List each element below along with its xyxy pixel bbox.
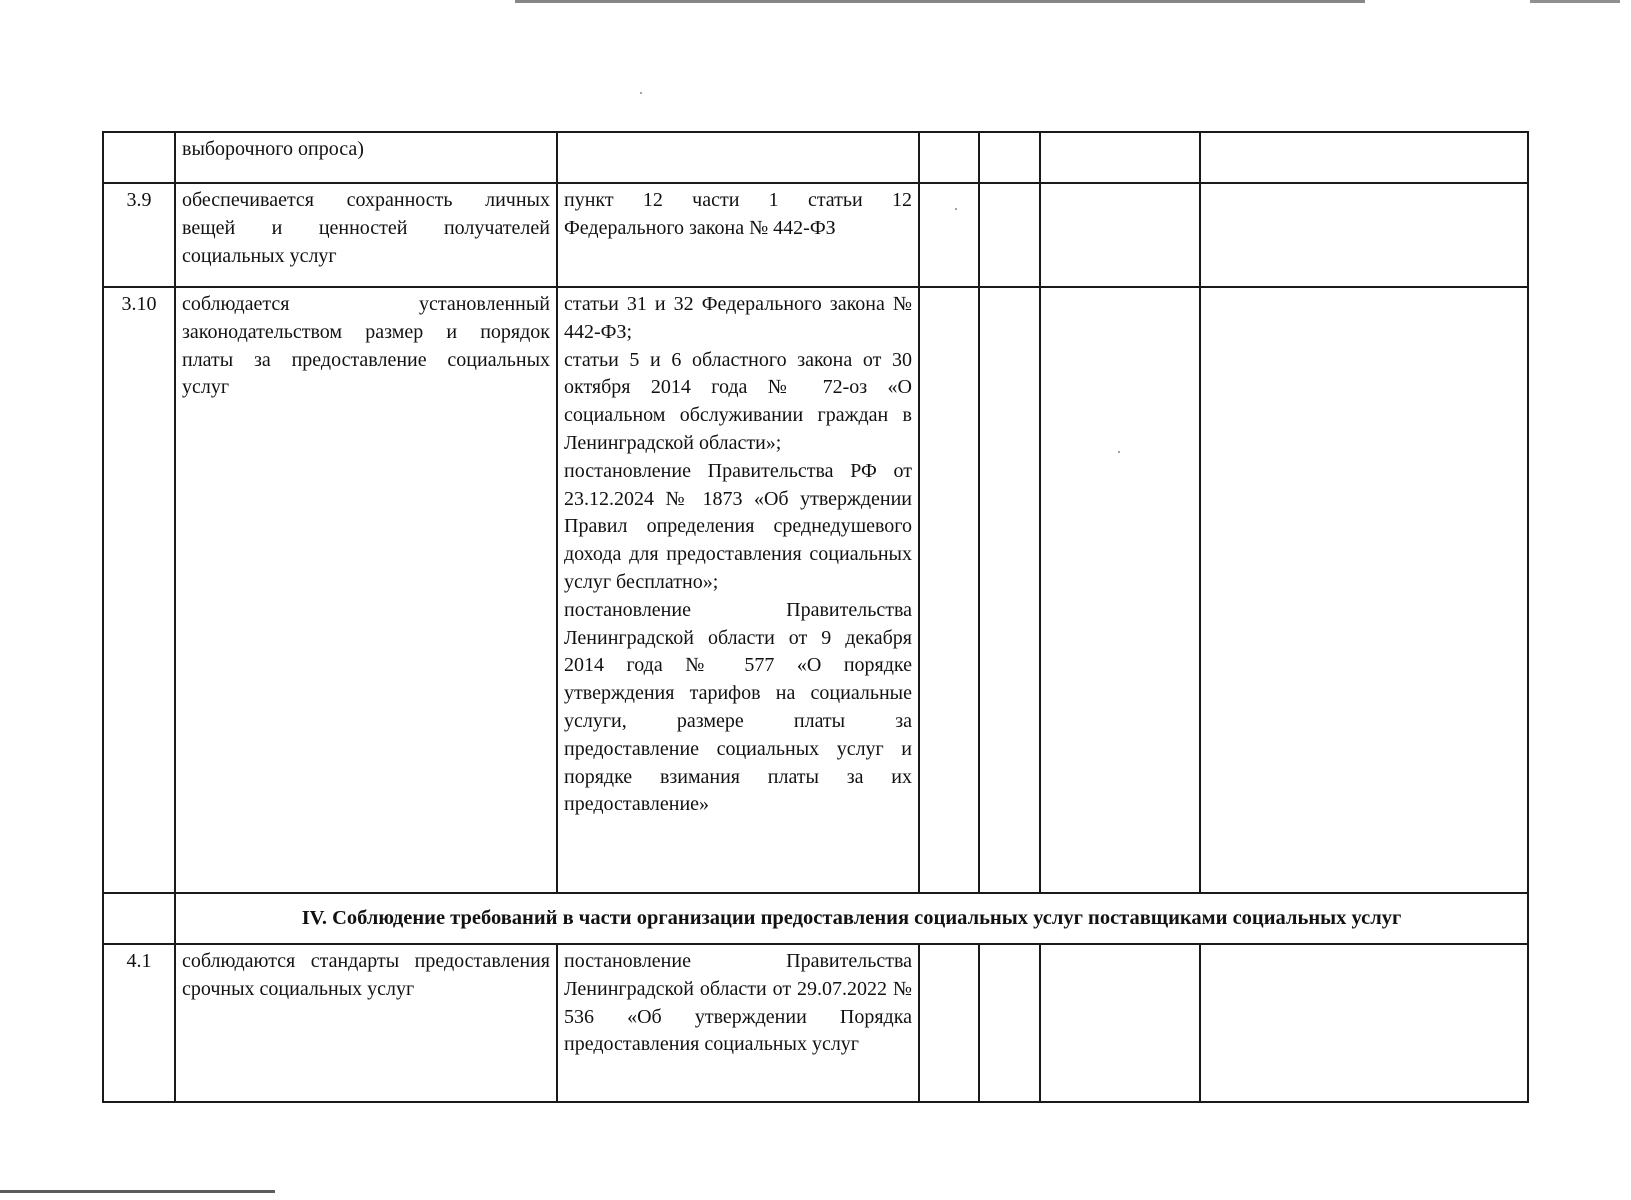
scan-speck — [640, 92, 642, 94]
empty-cell — [979, 183, 1040, 287]
requirement-cell: соблюдается установленный законодательством размер и порядок платы за предоставление социальных услуг — [175, 287, 557, 893]
scan-edge-top-right — [1530, 0, 1620, 3]
legal-basis-item: постановление Правительства Ленинградской области от 29.07.2022 № 536 «Об утверждении Порядка предоставления социальных услуг — [564, 950, 912, 1056]
section-title: IV. Соблюдение требований в части организации предоставления социальных услуг поставщиками социальных услуг — [175, 893, 1528, 944]
requirement-cell: выборочного опроса) — [175, 132, 557, 183]
empty-cell — [1200, 287, 1528, 893]
empty-cell — [103, 893, 175, 944]
row-number — [103, 132, 175, 183]
table-row — [103, 287, 1528, 893]
requirement-cell: соблюдаются стандарты предоставления срочных социальных услуг — [175, 944, 557, 1102]
compliance-table — [102, 131, 1529, 1103]
legal-basis-item: статьи 5 и 6 областного закона от 30 октября 2014 года № 72-оз «О социальном обслуживании граждан в Ленинградской области»; — [564, 348, 912, 454]
row-number: 3.9 — [103, 183, 175, 287]
empty-cell — [919, 944, 979, 1102]
empty-cell — [919, 183, 979, 287]
legal-basis-cell — [557, 183, 919, 287]
empty-cell — [1040, 287, 1200, 893]
empty-cell — [1200, 944, 1528, 1102]
row-number: 3.10 — [103, 287, 175, 893]
legal-basis-item: пункт 12 части 1 статьи 12 Федерального закона № 442-ФЗ — [564, 189, 912, 239]
requirement-cell: обеспечивается сохранность личных вещей и ценностей получателей социальных услуг — [175, 183, 557, 287]
empty-cell — [1040, 183, 1200, 287]
scan-edge-top — [515, 0, 1365, 3]
empty-cell — [1040, 944, 1200, 1102]
legal-basis-cell — [557, 132, 919, 183]
empty-cell — [919, 132, 979, 183]
row-number: 4.1 — [103, 944, 175, 1102]
scan-edge-bottom — [0, 1190, 275, 1193]
empty-cell — [979, 287, 1040, 893]
legal-basis-cell — [557, 287, 919, 893]
empty-cell — [919, 287, 979, 893]
table-row — [103, 944, 1528, 1102]
empty-cell — [1200, 132, 1528, 183]
empty-cell — [1200, 183, 1528, 287]
legal-basis-item: статьи 31 и 32 Федерального закона № 442-ФЗ; — [564, 293, 912, 343]
legal-basis-cell — [557, 944, 919, 1102]
empty-cell — [1040, 132, 1200, 183]
empty-cell — [979, 132, 1040, 183]
legal-basis-item: постановление Правительства Ленинградской области от 9 декабря 2014 года № 577 «О порядке утверждения тарифов на социальные услуги, размере платы за предоставление социальных услуг и порядке взимания платы за их предоставление» — [564, 598, 912, 816]
legal-basis-item: постановление Правительства РФ от 23.12.2024 № 1873 «Об утверждении Правил определения среднедушевого дохода для предоставления социальных услуг бесплатно»; — [564, 459, 912, 593]
section-header-row — [103, 893, 1528, 944]
empty-cell — [979, 944, 1040, 1102]
table-row — [103, 183, 1528, 287]
table-row — [103, 132, 1528, 183]
